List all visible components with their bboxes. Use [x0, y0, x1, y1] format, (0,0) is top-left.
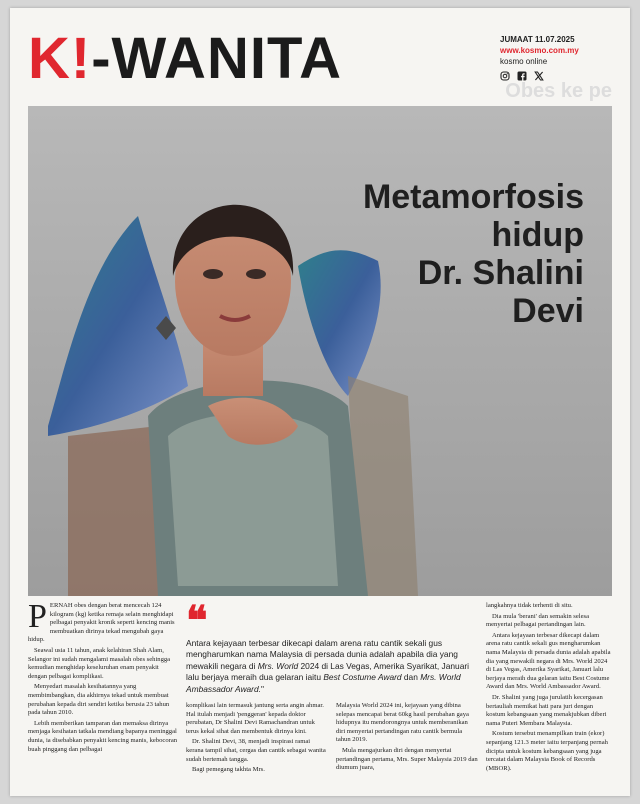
- social-icons: [500, 71, 592, 81]
- logo-word: -WANITA: [91, 26, 342, 91]
- column-2: [186, 702, 328, 777]
- paragraph: Kostum tersebut menampilkan train (ekor) sepanjang 121.3 meter iaitu terpanjang pernah dicipta untuk kostum kebangsaan yang juga tercatat dalam Malaysia Book of Records (MBOR).: [486, 730, 608, 772]
- site-sub: kosmo online: [500, 57, 548, 66]
- headline-line: hidup: [491, 216, 584, 254]
- paragraph: langkahnya tidak terhenti di situ.: [486, 602, 573, 609]
- column-4: [486, 602, 612, 775]
- paragraph: Bagi pemegang takhta Mrs.: [192, 766, 265, 774]
- masthead-meta: [500, 34, 592, 81]
- paragraph: Lebih memberikan tamparan dan memaksa dirinya menjaga kesihatan tatkala mendiang bapanya meninggal dunia, ia disebabkan penyakit kencing manis, kebocoran buah pinggang dan pelbagai: [28, 719, 178, 753]
- paragraph: Dr. Shalini Devi, 38, menjadi inspirasi ramai kerana tampil sihat, cergas dan cantik sebagai wanita sudah bertemah tangga.: [186, 738, 326, 763]
- newspaper-page: [10, 8, 630, 796]
- pull-quote-text: Antara kejayaan terbesar dikecapi dalam arena ratu cantik sekali gus mengharumkan nama Malaysia di persada dunia adalah apabila dia yang mewakili negara di Mrs. World 2024 di Las Vegas, Amerika Syarikat, Januari lalu berjaya meraih dua gelaran iaitu Best Costume Award dan Mrs. World Ambassador Award.": [186, 638, 470, 694]
- bleed-through-text: Obes ke pe: [505, 80, 612, 102]
- masthead: [28, 26, 612, 102]
- logo-k: K!: [28, 26, 92, 91]
- article-body: [28, 598, 612, 792]
- facebook-icon: [517, 71, 527, 81]
- headline-line: Devi: [512, 292, 584, 330]
- quote-mark: ❝: [186, 598, 208, 643]
- headline: [363, 178, 584, 330]
- headline-line: Dr. Shalini: [417, 254, 584, 292]
- paragraph: Mula mengajurkan diri dengan menyertai pertandingan pertama, Mrs. Super Malaysia 2019 dan diumum juara,: [336, 746, 478, 772]
- drop-cap: P: [28, 598, 47, 635]
- paragraph: komplikasi lain termasuk jantung serta angin ahmar. Hal itulah menjadi 'penggeran' kepada doktor perubatan, Dr Shalini Devi Ramachandran untuk terus kekal sihat dan membentuk dirinya kini.: [186, 702, 324, 735]
- paragraph: Dr. Shalini yang juga jurulatih kecergasan bertauliah memikat hati para juri dengan kostum kebangsaan yang menakjubkan diberi nama Puteri Membara Malaysia.: [486, 693, 607, 727]
- site-url: www.kosmo.com.my: [500, 46, 579, 55]
- paragraph: Dia mula 'berani' dan semakin selesa menyertai pelbagai pertandingan lain.: [486, 612, 590, 629]
- paragraph: Malaysia World 2024 ini, kejayaan yang dibina selepas mencapai berat 60kg hasil perubahan gaya hidupnya itu mendorongnya untuk memberanikan diri menyertai pertandingan ratu cantik bermula tahun 2019.: [336, 702, 469, 744]
- instagram-icon: [500, 71, 510, 81]
- paragraph: PERNAH obes dengan berat mencecah 124 kilogram (kg) ketika remaja selain menghidapi pelbagai penyakit kronik seperti kencing manis membuatkan dirinya tekad mengubah gaya hidup.: [28, 598, 175, 644]
- paragraph: Menyedari masalah kesihatannya yang membimbangkan, dia akhirnya tekad untuk membuat perubahan kepada diri sendiri ketika berusia 23 tahun pada tahun 2010.: [28, 683, 170, 717]
- pull-quote: [186, 598, 478, 695]
- headline-line: Metamorfosis: [362, 178, 584, 216]
- hero-photo: [28, 106, 612, 596]
- x-icon: [534, 71, 544, 81]
- column-3: [336, 702, 478, 775]
- column-1: [28, 598, 178, 756]
- issue-date: JUMAAT 11.07.2025: [500, 35, 575, 44]
- section-logo: [28, 28, 342, 90]
- paragraph: Seawal usia 11 tahun, anak kelahiran Shah Alam, Selangor ini sudah mengalami masalah obes sehingga kemudian menghidap keseluruhan enam penyakit dengan pelbagai komplikasi.: [28, 646, 171, 680]
- paragraph: Antara kejayaan terbesar dikecapi dalam arena ratu cantik sekali gus mengharumkan nama Malaysia di persada dunia adalah apabila dia yang mewakili negara di Mrs. World 2024 di Las Vegas, Amerika Syarikat, Januari lalu berjaya meraih dua gelaran iaitu Best Costume Award dan Mrs. World Ambassador Award.: [486, 631, 611, 691]
